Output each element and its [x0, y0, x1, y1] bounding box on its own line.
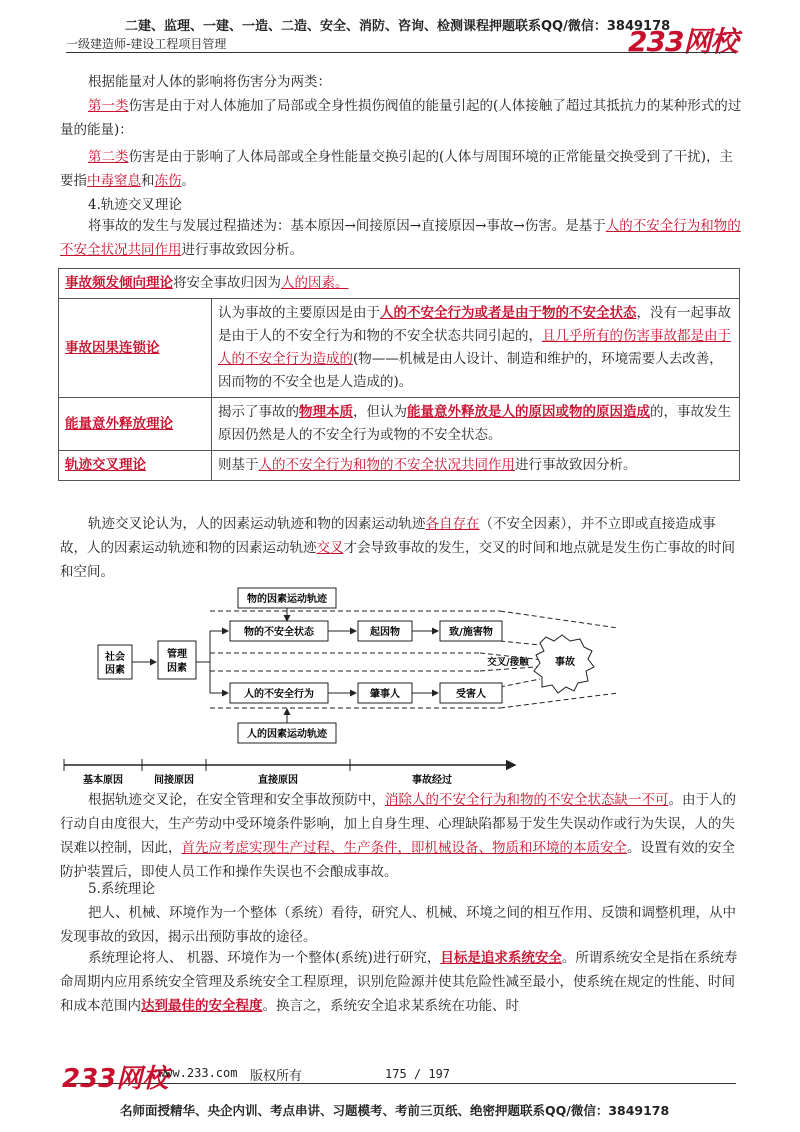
paragraph-system-intro: 把人、机械、环境作为一个整体（系统）看待，研究人、机械、环境之间的相互作用、反馈和调整机理，从中发现事故的致因，揭示出预防事故的途径。 [60, 905, 736, 945]
page-number: 175 / 197 [385, 1067, 451, 1081]
dashed-rail [500, 641, 540, 645]
social-label-1: 社会 [105, 652, 125, 663]
table-row [59, 269, 740, 299]
timeline-label-basic: 基本原因 [83, 775, 123, 786]
paragraph-prevention: 根据轨迹交叉论，在安全管理和安全事故预防中，消除人的不安全行为和物的不安全状态缺一不可。由于人的行动自由度很大，生产劳动中受环境条件影响，加上自身生理、心理缺陷都易于发生失误动作或行为失误，人的失误难以控制，因此，首先应考虑实现生产过程、生产条件，即机械设备、物质和环境的本质安全。设置有效的安全防护装置后，即使人员工作和操作失误也不会酿成事故。 [60, 792, 736, 880]
zhishi-label: 致/施害物 [449, 627, 493, 638]
paragraph-energy-intro: 根据能量对人体的影响将伤害分为两类： [88, 74, 331, 90]
arrow [210, 662, 228, 693]
table-row [59, 299, 740, 398]
cross-label: 交叉/接触 [487, 657, 529, 668]
manage-label-2: 因素 [167, 663, 187, 674]
table-cell: 揭示了事故的物理本质，但认为能量意外释放是人的原因或物的原因造成的，事故发生原因仍然是人的不安全行为或物的不安全状态。 [212, 398, 740, 451]
dashed-rail [500, 679, 540, 687]
theory-table [58, 268, 740, 481]
header-rule [66, 52, 736, 53]
table-row-label: 轨迹交叉理论 [59, 451, 212, 481]
wu-track-label: 物的因素运动轨迹 [247, 594, 327, 605]
manage-label-1: 管理 [167, 649, 187, 660]
paragraph-type-two: 第二类伤害是由于影响了人体局部或全身性能量交换引起的(人体与周围环境的正常能量交换受到了干扰)，主要指中毒窒息和冻伤。 [60, 149, 734, 189]
section-heading-4: 4.轨迹交叉理论 [88, 197, 182, 213]
social-label-2: 因素 [105, 665, 125, 676]
accident-label: 事故 [555, 657, 575, 668]
footer-copyright: 版权所有 [250, 1069, 303, 1084]
table-row-label: 能量意外释放理论 [59, 398, 212, 451]
paragraph-trajectory-intro: 将事故的发生与发展过程描述为：基本原因→间接原因→直接原因→事故→伤害。是基于人的不安全行为和物的不安全状况共同作用进行事故致因分析。 [60, 218, 741, 258]
shouhai-label: 受害人 [456, 689, 486, 700]
footer-url[interactable]: www.233.com [158, 1066, 238, 1080]
timeline-label-indirect: 间接原因 [154, 775, 194, 786]
timeline-label-process: 事故经过 [412, 775, 452, 786]
header-logo: 233网校 [628, 25, 738, 58]
footer-contact-line: 名师面授精华、央企内训、考点串讲、习题模考、考前三页纸、绝密押题联系QQ/微信：3849178 [120, 1103, 670, 1118]
wu-state-label: 物的不安全状态 [244, 627, 314, 638]
ren-track-label: 人的因素运动轨迹 [247, 729, 327, 740]
header-course-title: 一级建造师-建设工程项目管理 [66, 37, 227, 51]
table-cell: 认为事故的主要原因是由于人的不安全行为或者是由于物的不安全状态，没有一起事故是由于人的不安全行为和物的不安全状态共同引起的，且几乎所有的伤害事故都是由于人的不安全行为造成的(物——机械是由人设计、制造和维护的，环境需要人去改善，因而物的不安全也是人造成的)。 [212, 299, 740, 398]
table-row [59, 398, 740, 451]
dashed-rail [500, 693, 618, 708]
qiyin-label: 起因物 [370, 627, 400, 638]
header-contact-line: 二建、监理、一建、一造、二造、安全、消防、咨询、检测课程押题联系QQ/微信：3849178 [125, 19, 671, 34]
dashed-rail [500, 611, 618, 628]
zhaoshi-label: 肇事人 [370, 689, 400, 700]
table-row-label: 事故因果连锁论 [59, 299, 212, 398]
timeline-label-direct: 直接原因 [258, 775, 298, 786]
table-row [59, 451, 740, 481]
paragraph-system-detail: 系统理论将人、 机器、环境作为一个整体(系统)进行研究，目标是追求系统安全。所谓系统安全是指在系统寿命周期内应用系统安全管理及系统安全工程原理，识别危险源并使其危险性减至最小，使系统在规定的性能、时间和成本范围内达到最佳的安全程度。换言之，系统安全追求某系统在功能、时 [60, 950, 738, 1014]
table-cell: 事故频发倾向理论将安全事故归因为人的因素。 [59, 269, 740, 299]
paragraph-type-one: 第一类伤害是由于对人体施加了局部或全身性损伤阀值的能量引起的(人体接触了超过其抵抗力的某种形式的过量的能量)： [60, 98, 742, 138]
section-heading-5: 5.系统理论 [88, 881, 155, 897]
table-cell: 则基于人的不安全行为和物的不安全状况共同作用进行事故致因分析。 [212, 451, 740, 481]
arrow [196, 631, 228, 662]
trajectory-diagram [60, 583, 620, 788]
paragraph-trajectory-detail: 轨迹交叉论认为，人的因素运动轨迹和物的因素运动轨迹各自存在（不安全因素），并不立即或直接造成事故，人的因素运动轨迹和物的因素运动轨迹交叉才会导致事故的发生，交叉的时间和地点就是发生伤亡事故的时间和空间。 [60, 516, 735, 580]
footer-logo: 233网校 [62, 1064, 169, 1094]
ren-act-label: 人的不安全行为 [244, 689, 314, 700]
